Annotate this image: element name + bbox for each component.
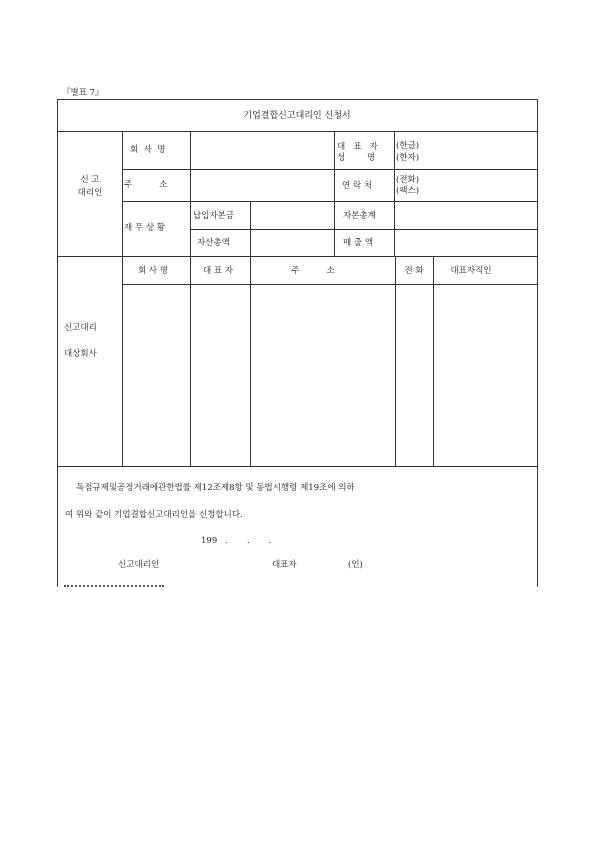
cut-off-text-fragment — [64, 584, 164, 587]
finance-status-label: 재 무 상 황 — [124, 223, 165, 233]
statement-line-2: 여 위와 같이 기업결합신고대리인을 신청합니다. — [65, 510, 243, 520]
target-seal-field[interactable] — [434, 285, 535, 465]
agent-section-label-1: 신 고 — [80, 175, 100, 185]
target-phone-field[interactable] — [396, 285, 432, 465]
representative-sign-label: 대표자 — [272, 560, 297, 570]
representative-label-1: 대 표 자 — [337, 142, 378, 152]
divider — [57, 466, 537, 467]
rep-hanja-field[interactable]: (한자) — [396, 153, 420, 163]
divider — [394, 131, 395, 201]
target-address-field[interactable] — [251, 285, 394, 465]
target-section-label-1: 신고대리 — [64, 323, 97, 333]
annex-label: 『별표 7』 — [62, 88, 104, 98]
divider — [334, 131, 335, 201]
seal-mark[interactable]: (인) — [348, 560, 363, 570]
column-header-rep-seal: 대표자직인 — [450, 266, 492, 276]
applicant-label: 신고대리인 — [118, 560, 160, 570]
target-representative-field[interactable] — [191, 285, 249, 465]
address-label: 주 소 — [124, 180, 168, 190]
total-capital-field[interactable] — [395, 202, 535, 228]
agent-section-label-2: 대리인 — [77, 188, 103, 198]
rep-hangul-field[interactable]: (한글) — [396, 141, 420, 151]
phone-field[interactable]: (전화) — [396, 175, 420, 185]
column-header-phone: 전 화 — [404, 266, 424, 276]
divider — [334, 201, 335, 256]
company-name-label: 회 사 명 — [130, 145, 166, 155]
target-company-name-field[interactable] — [123, 285, 189, 465]
total-assets-field[interactable] — [251, 230, 333, 255]
paid-in-capital-label: 납입자본금 — [193, 211, 235, 221]
company-name-field[interactable] — [191, 132, 333, 168]
column-header-representative: 대 표 자 — [202, 266, 234, 276]
paid-in-capital-field[interactable] — [251, 202, 333, 228]
representative-label-2: 성 명 — [337, 153, 376, 163]
total-assets-label: 자산총액 — [197, 238, 230, 248]
target-section-label-2: 대상회사 — [64, 349, 97, 359]
column-header-address: 주 소 — [291, 266, 335, 276]
sales-field[interactable] — [395, 230, 535, 255]
contact-label: 연 락 처 — [342, 181, 373, 191]
date-line[interactable]: 199 . . . — [201, 536, 272, 546]
form-title: 기업결합신고대리인 신청서 — [243, 111, 351, 121]
total-capital-label: 자본총계 — [343, 211, 376, 221]
sales-label: 매 출 액 — [343, 238, 374, 248]
address-field[interactable] — [191, 170, 333, 200]
divider — [57, 256, 537, 257]
column-header-company-name: 회 사 명 — [137, 266, 169, 276]
statement-line-1: 독점규제및공정거래에관한법률 제12조제8항 및 동법시행령 제19조에 의하 — [76, 483, 355, 493]
fax-field[interactable]: (팩스) — [396, 186, 420, 196]
